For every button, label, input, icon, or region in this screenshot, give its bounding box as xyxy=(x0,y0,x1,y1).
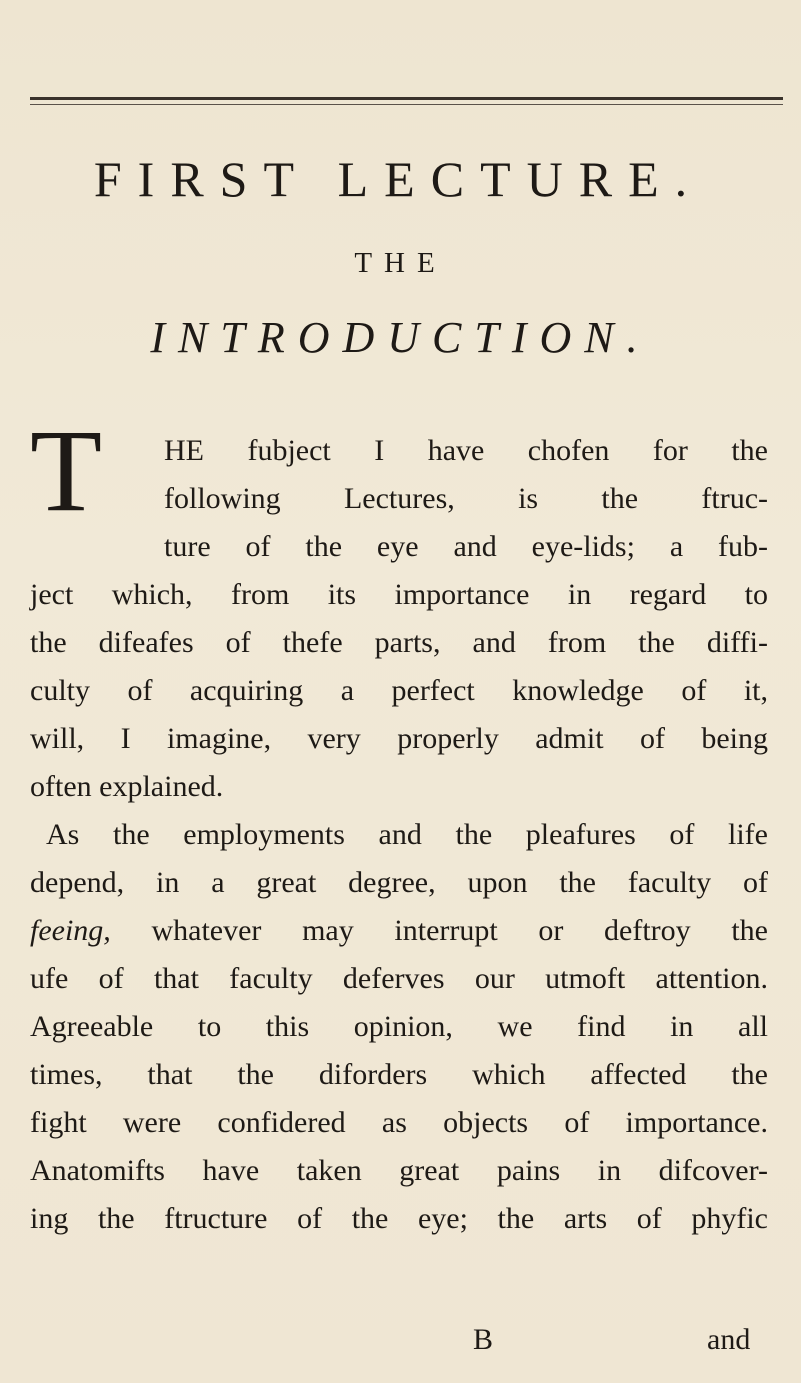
text-line-rest: whatever may interrupt or deftroy the xyxy=(151,914,768,947)
text-line: As the employments and the pleafures of life xyxy=(46,818,768,851)
drop-cap: T xyxy=(30,405,103,536)
text-line: depend, in a great degree, upon the faculty of xyxy=(30,866,768,899)
catchword: and xyxy=(707,1323,751,1356)
italic-word: feeing, xyxy=(30,914,111,947)
text-line: ture of the eye and eye-lids; a fub- xyxy=(164,530,768,563)
text-line: following Lectures, is the ftruc- xyxy=(164,482,768,515)
lecture-title: FIRST LECTURE. xyxy=(93,151,704,207)
text-line: Anatomifts have taken great pains in difcover- xyxy=(30,1154,768,1187)
section-heading: INTRODUCTION. xyxy=(150,313,651,362)
text-line: will, I imagine, very properly admit of being xyxy=(30,722,768,755)
text-line-with-italic xyxy=(30,907,768,955)
text-line: times, that the diforders which affected the xyxy=(30,1058,768,1091)
text-line: the difeafes of thefe parts, and from the diffi- xyxy=(30,626,768,659)
text-line: HE fubject I have chofen for the xyxy=(164,434,768,467)
text-line: culty of acquiring a perfect knowledge of it, xyxy=(30,674,768,707)
signature-mark: B xyxy=(473,1323,494,1356)
subtitle-the: THE xyxy=(354,247,447,279)
text-line: fight were confidered as objects of importance. xyxy=(30,1106,768,1139)
text-line: Agreeable to this opinion, we find in all xyxy=(30,1010,768,1043)
text-line: ufe of that faculty deferves our utmoft attention. xyxy=(30,962,768,995)
text-line: often explained. xyxy=(30,770,224,803)
text-line: ing the ftructure of the eye; the arts of phyfic xyxy=(30,1202,768,1235)
text-line: ject which, from its importance in regard to xyxy=(30,578,768,611)
header-rule-thick xyxy=(30,97,783,100)
header-rule-thin xyxy=(30,104,783,105)
body-text xyxy=(30,427,768,1243)
